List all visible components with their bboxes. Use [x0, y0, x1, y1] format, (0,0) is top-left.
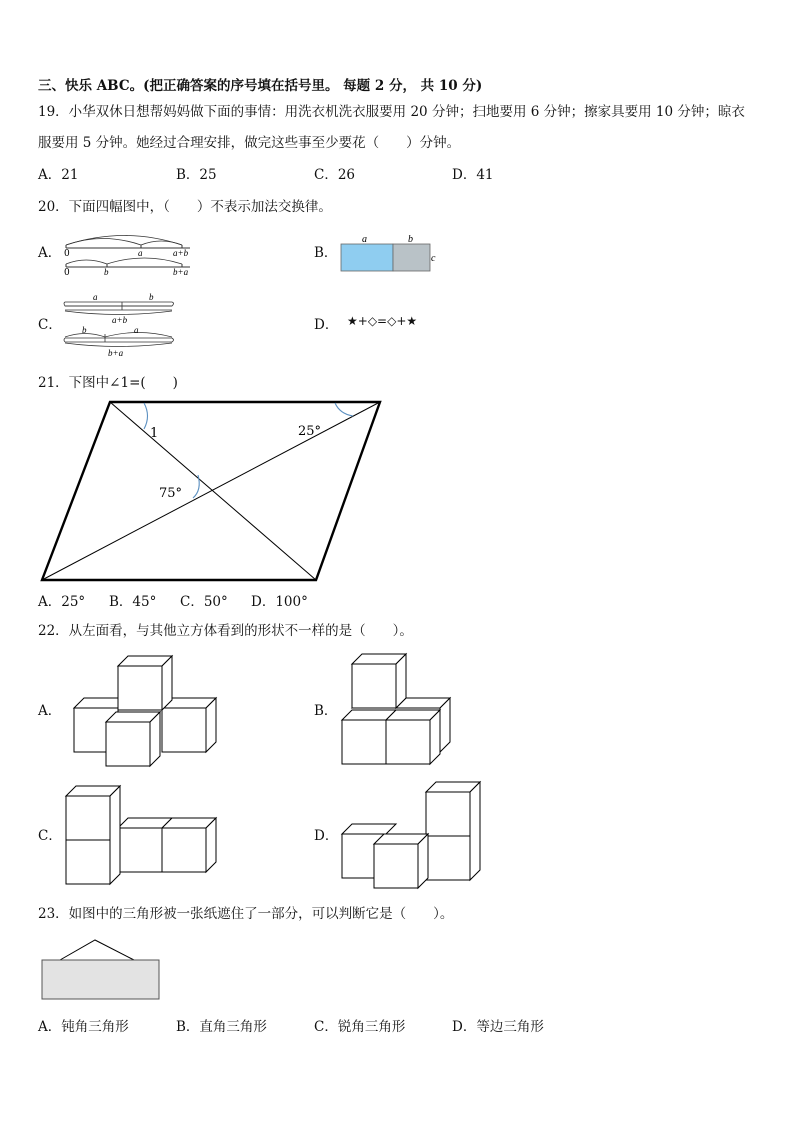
q23-option-b[interactable]: B．直角三角形 — [176, 1019, 267, 1035]
q23-option-a[interactable]: A．钝角三角形 — [38, 1019, 129, 1035]
q22-option-a[interactable]: A． — [38, 703, 62, 719]
angle-label-25: 25° — [298, 424, 322, 439]
diagonal-1 — [110, 402, 316, 580]
angle-label-75: 75° — [159, 486, 183, 501]
q20-figure-d: ★+◇=◇+★ — [347, 314, 418, 328]
q23-option-d[interactable]: D．等边三角形 — [452, 1019, 544, 1035]
fig-c-label-a-plus-b: a+b — [112, 315, 128, 325]
angle-label-1: 1 — [150, 426, 159, 441]
fig-b-label-c: c — [431, 253, 436, 264]
q19-stem-line2: 服要用 5 分钟。她经过合理安排，做完这些事至少要花（ ）分钟。 — [38, 135, 461, 151]
q22-option-c[interactable]: C． — [38, 828, 62, 844]
q20-figure-c — [60, 290, 180, 356]
fig-c-label-b-top: b — [149, 292, 154, 302]
fig-b-label-a: a — [362, 234, 367, 245]
q19-option-b[interactable]: B．25 — [176, 167, 217, 183]
q23-figure — [38, 936, 164, 1006]
fig-b-rect-a — [341, 244, 393, 271]
q20-option-b[interactable]: B． — [314, 245, 338, 261]
q21-option-c[interactable]: C．50° — [180, 594, 228, 610]
q22-option-d[interactable]: D． — [314, 828, 339, 844]
q21-option-d[interactable]: D．100° — [251, 594, 308, 610]
q23-stem: 23．如图中的三角形被一张纸遮住了一部分，可以判断它是（ ）。 — [38, 906, 454, 922]
q22-figure-d — [340, 778, 485, 893]
angle-1-arc — [144, 403, 148, 429]
fig-c-label-b-plus-a: b+a — [108, 348, 124, 358]
q21-stem: 21．下图中∠1=( ) — [38, 375, 178, 391]
q21-parallelogram-figure — [38, 398, 388, 584]
q20-option-c[interactable]: C． — [38, 317, 62, 333]
fig-a-label-b: b — [104, 267, 109, 277]
section-header: 三、快乐 ABC。(把正确答案的序号填在括号里。 每题 2 分， 共 10 分) — [38, 78, 483, 94]
fig-b-rect-b — [393, 244, 430, 271]
q22-figure-b — [340, 650, 460, 770]
angle-25-arc — [335, 403, 353, 416]
fig-a-zero-top: 0 — [64, 249, 70, 259]
q21-option-b[interactable]: B．45° — [109, 594, 157, 610]
q22-option-b[interactable]: B． — [314, 703, 338, 719]
q22-stem: 22．从左面看，与其他立方体看到的形状不一样的是（ ）。 — [38, 623, 413, 639]
q19-option-d[interactable]: D．41 — [452, 167, 494, 183]
q20-option-a[interactable]: A． — [38, 245, 62, 261]
q19-option-c[interactable]: C．26 — [314, 167, 356, 183]
fig-c-label-a-top: a — [93, 292, 98, 302]
q21-option-a[interactable]: A．25° — [38, 594, 86, 610]
q20-option-d[interactable]: D． — [314, 317, 339, 333]
triangle-visible-part — [60, 940, 134, 960]
fig-c-label-b-bottom: b — [82, 325, 87, 335]
covering-paper — [42, 960, 159, 999]
fig-b-label-b: b — [408, 234, 413, 245]
fig-c-label-a-bottom: a — [134, 325, 139, 335]
q20-figure-b — [340, 232, 440, 274]
angle-75-arc — [193, 475, 199, 498]
fig-a-label-b-plus-a: b+a — [173, 267, 189, 277]
q22-figure-c — [64, 782, 224, 892]
q23-option-c[interactable]: C．锐角三角形 — [314, 1019, 406, 1035]
q19-stem-line1: 19．小华双休日想帮妈妈做下面的事情：用洗衣机洗衣服要用 20 分钟；扫地要用 6 分钟；擦家具要用 10 分钟；晾衣 — [38, 104, 745, 120]
diagonal-2 — [42, 402, 380, 580]
fig-a-label-a: a — [138, 248, 143, 258]
q20-stem: 20．下面四幅图中，（ ）不表示加法交换律。 — [38, 199, 332, 215]
q19-option-a[interactable]: A．21 — [38, 167, 79, 183]
fig-a-label-a-plus-b: a+b — [173, 248, 189, 258]
q22-figure-a — [70, 650, 220, 770]
q20-figure-a — [60, 234, 200, 278]
fig-a-zero-bottom: 0 — [64, 268, 70, 278]
